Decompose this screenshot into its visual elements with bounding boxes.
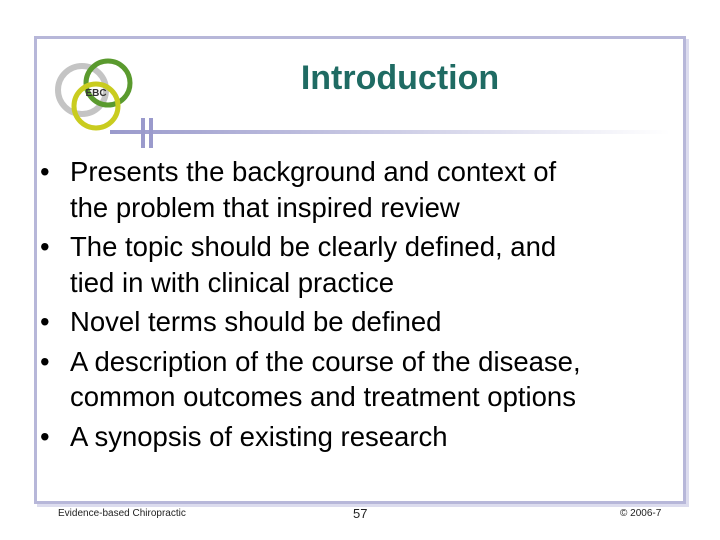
bullet-text-line: Novel terms should be defined (70, 306, 442, 337)
bullet-text-line: tied in with clinical practice (70, 266, 395, 298)
bullet-list (36, 154, 686, 458)
bullet-text-line: the problem that inspired review (70, 191, 460, 223)
footer-course-name: Evidence-based Chiropractic (58, 508, 186, 519)
bullet-dot: • (40, 231, 50, 262)
footer-copyright: © 2006-7 (620, 508, 662, 519)
bullet-text-line: Presents the background and context of (70, 156, 557, 187)
bullet-text-line: A description of the course of the disease, (70, 345, 581, 377)
footer-page-number: 57 (353, 506, 368, 521)
bullet-item (36, 154, 686, 225)
bullet-dot: • (40, 156, 50, 187)
bullet-item (36, 344, 686, 415)
bullet-item (36, 229, 686, 300)
logo-text: EBC (85, 88, 107, 99)
title-rule-decoration (110, 118, 670, 148)
title-rule-tick-1 (141, 118, 145, 148)
bullet-text-line: A synopsis of existing research (70, 420, 448, 452)
title-rule-tick-2 (149, 118, 153, 148)
bullet-dot: • (40, 306, 50, 337)
bullet-item (36, 419, 686, 455)
bullet-item (36, 304, 686, 340)
bullet-dot: • (40, 345, 50, 377)
title-rule-line (110, 130, 670, 134)
bullet-text-line: The topic should be clearly defined, and (70, 231, 557, 262)
slide-title: Introduction (300, 59, 500, 97)
bullet-text-line: common outcomes and treatment options (70, 381, 576, 412)
bullet-dot: • (40, 420, 50, 452)
